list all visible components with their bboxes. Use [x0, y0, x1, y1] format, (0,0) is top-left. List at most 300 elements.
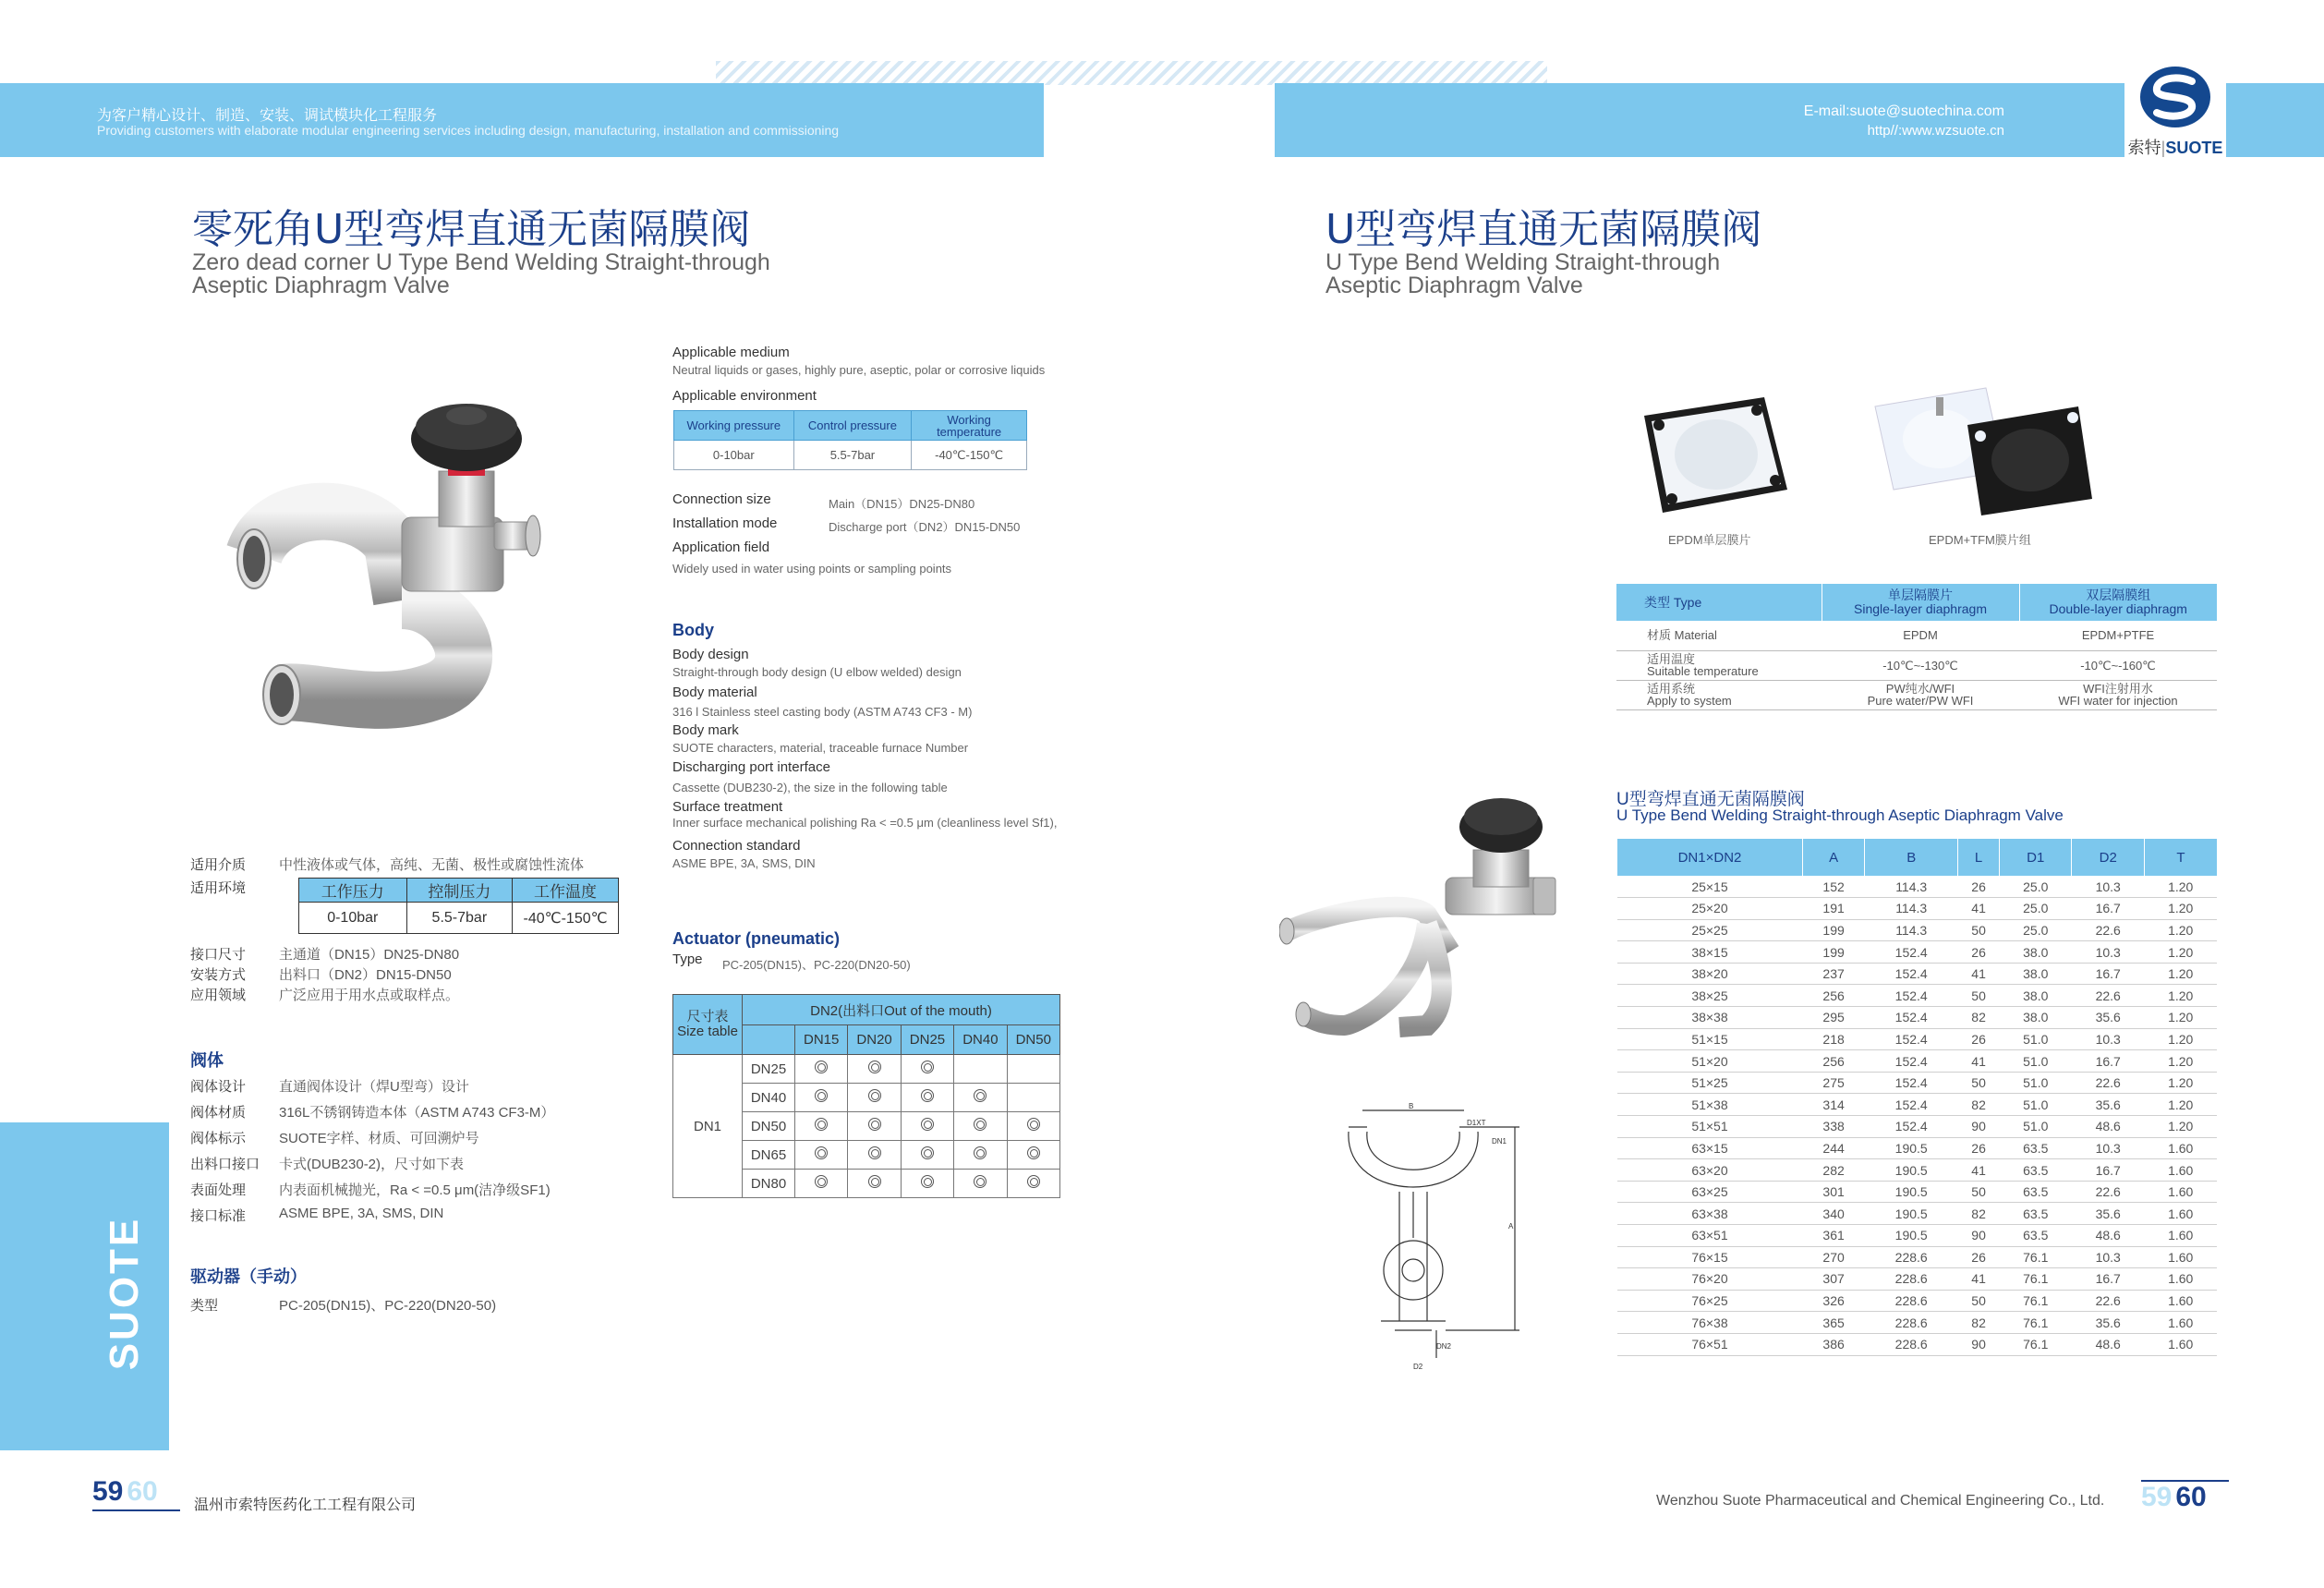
cn-env-header-1: 控制压力	[406, 879, 513, 903]
dim-cell: 38×15	[1617, 941, 1803, 964]
cn-env-value-2: -40℃-150℃	[513, 903, 619, 934]
dim-cell: 63.5	[2000, 1225, 2072, 1247]
page-number-60: 60	[127, 1476, 158, 1507]
dim-cell: 1.20	[2144, 1094, 2217, 1116]
cn-spec-label: 接口标准	[190, 1208, 247, 1224]
cn-spec-value: SUOTE字样、材质、可回溯炉号	[279, 1131, 479, 1146]
body-section-title: Body	[672, 621, 714, 639]
size-col-header: DN50	[1007, 1025, 1059, 1055]
suote-logo	[2124, 61, 2226, 161]
size-cell	[1007, 1170, 1059, 1198]
size-cell	[901, 1055, 953, 1084]
membrane-row-label	[1616, 621, 1822, 650]
dim-cell: 25×20	[1617, 898, 1803, 920]
dim-cell: 256	[1802, 1050, 1864, 1073]
dim-row	[1617, 1203, 2218, 1225]
connection-standard-label: Connection standard	[672, 838, 801, 854]
size-col-header: DN15	[795, 1025, 848, 1055]
dim-cell: 82	[1958, 1007, 2000, 1029]
membrane-cell-line: EPDM	[1903, 628, 1938, 643]
dim-cell: 51.0	[2000, 1094, 2072, 1116]
available-mark-icon	[815, 1089, 828, 1102]
membrane-header-single	[1822, 584, 2019, 621]
cn-spec-value: 广泛应用于用水点或取样点。	[279, 988, 460, 1003]
dim-row	[1617, 985, 2218, 1007]
connection-standard-value: ASME BPE, 3A, SMS, DIN	[672, 856, 816, 870]
dim-cell: 16.7	[2072, 898, 2144, 920]
dim-cell: 51×15	[1617, 1028, 1803, 1050]
dim-cell: 191	[1802, 898, 1864, 920]
header-band-right	[1275, 83, 2124, 157]
dim-cell: 307	[1802, 1268, 1864, 1291]
available-mark-icon	[868, 1118, 881, 1131]
suote-logo-text: 索特|SUOTE	[2127, 139, 2223, 157]
dim-cell: 152.4	[1865, 1072, 1958, 1094]
dim-cell: 190.5	[1865, 1181, 1958, 1203]
dim-row	[1617, 1246, 2218, 1268]
available-mark-icon	[974, 1089, 986, 1102]
dim-cell: 51×51	[1617, 1116, 1803, 1138]
dim-cell: 228.6	[1865, 1246, 1958, 1268]
size-cell	[954, 1055, 1007, 1084]
cn-actuator-type-value: PC-205(DN15)、PC-220(DN20-50)	[279, 1298, 497, 1314]
dim-cell: 114.3	[1865, 876, 1958, 898]
dim-cell: 76×15	[1617, 1246, 1803, 1268]
dim-cell: 1.20	[2144, 1050, 2217, 1073]
size-cell	[848, 1055, 901, 1084]
dim-cell: 256	[1802, 985, 1864, 1007]
actuator-type-label: Type	[672, 952, 703, 967]
membrane-header-double-cn: 双层隔膜组	[2086, 588, 2151, 602]
dim-row	[1617, 1116, 2218, 1138]
available-mark-icon	[815, 1061, 828, 1073]
dim-cell: 90	[1958, 1333, 2000, 1355]
dim-cell: 38.0	[2000, 1007, 2072, 1029]
dim-cell: 152.4	[1865, 1028, 1958, 1050]
left-title-en-1: Zero dead corner U Type Bend Welding Straight-through	[192, 249, 770, 275]
application-field-label: Application field	[672, 539, 770, 555]
dim-cell: 152	[1802, 876, 1864, 898]
dim-cell: 35.6	[2072, 1094, 2144, 1116]
dim-cell: 152.4	[1865, 963, 1958, 985]
header-band-right-end	[2226, 83, 2324, 157]
dim-cell: 41	[1958, 1268, 2000, 1291]
dim-row	[1617, 963, 2218, 985]
membrane-row	[1616, 650, 2217, 680]
right-title-en-2: Aseptic Diaphragm Valve	[1325, 273, 1583, 298]
body-mark-label: Body mark	[672, 722, 739, 738]
size-col-header: DN25	[901, 1025, 953, 1055]
dim-cell: 228.6	[1865, 1268, 1958, 1291]
dim-cell: 244	[1802, 1137, 1864, 1159]
dim-cell: 16.7	[2072, 1159, 2144, 1182]
membrane-cell	[2019, 650, 2217, 680]
env-value-working-temperature: -40℃-150℃	[912, 441, 1027, 470]
dim-cell: 51×20	[1617, 1050, 1803, 1073]
cn-spec-label: 应用领域	[190, 988, 247, 1003]
size-cell	[848, 1141, 901, 1170]
dim-row	[1617, 1007, 2218, 1029]
dim-cell: 1.20	[2144, 898, 2217, 920]
dim-cell: 22.6	[2072, 1072, 2144, 1094]
dim-cell: 38.0	[2000, 963, 2072, 985]
available-mark-icon	[1027, 1146, 1040, 1159]
env-header-control-pressure: Control pressure	[793, 411, 912, 441]
side-tab-text: SUOTE	[102, 1216, 147, 1371]
body-material-value: 316 l Stainless steel casting body (ASTM A743 CF3 - M)	[672, 705, 973, 719]
dim-cell: 152.4	[1865, 1050, 1958, 1073]
dimension-table	[1616, 839, 2217, 1356]
dim-cell: 22.6	[2072, 1290, 2144, 1312]
membrane-row-label-line: 材质 Material	[1647, 628, 1717, 643]
dim-cell: 16.7	[2072, 1268, 2144, 1291]
cn-spec-value: 出料口（DN2）DN15-DN50	[279, 967, 452, 983]
drawing-label-a: A	[1508, 1222, 1514, 1230]
membrane-cell-line: PW纯水/WFI	[1885, 682, 1955, 696]
dim-cell: 22.6	[2072, 985, 2144, 1007]
dim-cell: 1.60	[2144, 1137, 2217, 1159]
size-row-label: DN25	[743, 1055, 795, 1084]
dim-row	[1617, 1225, 2218, 1247]
dim-cell: 63×51	[1617, 1225, 1803, 1247]
cn-medium-label: 适用介质	[190, 857, 247, 873]
dim-cell: 190.5	[1865, 1225, 1958, 1247]
dim-cell: 1.60	[2144, 1181, 2217, 1203]
membrane-cell-line: -10℃~-160℃	[2080, 658, 2156, 673]
dim-cell: 228.6	[1865, 1290, 1958, 1312]
surface-treatment-value: Inner surface mechanical polishing Ra < =0.5 μm (cleanliness level Sf1),	[672, 816, 1058, 830]
dim-row	[1617, 1094, 2218, 1116]
logo-en-text: SUOTE	[2165, 139, 2223, 157]
dim-cell: 35.6	[2072, 1203, 2144, 1225]
cn-spec-label: 阀体设计	[190, 1079, 247, 1095]
dim-cell: 386	[1802, 1333, 1864, 1355]
membrane-header-type: 类型 Type	[1616, 584, 1822, 621]
size-cell	[1007, 1141, 1059, 1170]
dim-cell: 1.20	[2144, 963, 2217, 985]
membrane-cell-line: WFI注射用水	[2083, 682, 2153, 696]
size-table-corner-cn: 尺寸表	[686, 1009, 729, 1024]
dim-cell: 25.0	[2000, 876, 2072, 898]
cn-spec-label: 接口尺寸	[190, 947, 247, 963]
dim-cell: 1.60	[2144, 1333, 2217, 1355]
membrane-row-label-line: Apply to system	[1647, 694, 1732, 708]
dim-cell: 63×25	[1617, 1181, 1803, 1203]
dim-cell: 340	[1802, 1203, 1864, 1225]
cn-actuator-section-title: 驱动器（手动）	[190, 1267, 307, 1286]
cn-env-header-0: 工作压力	[299, 879, 407, 903]
dim-cell: 63.5	[2000, 1181, 2072, 1203]
membrane-caption-single: EPDM单层膜片	[1668, 533, 1751, 547]
header-website[interactable]: http//:www.wzsuote.cn	[1867, 123, 2004, 139]
available-mark-icon	[921, 1118, 934, 1131]
available-mark-icon	[921, 1089, 934, 1102]
size-row-label: DN50	[743, 1112, 795, 1141]
dim-cell: 51.0	[2000, 1028, 2072, 1050]
dim-cell: 25.0	[2000, 898, 2072, 920]
available-mark-icon	[868, 1146, 881, 1159]
applicable-medium-label: Applicable medium	[672, 345, 790, 360]
dim-header: L	[1958, 839, 2000, 876]
available-mark-icon	[868, 1061, 881, 1073]
dim-cell: 282	[1802, 1159, 1864, 1182]
dim-cell: 35.6	[2072, 1312, 2144, 1334]
dim-cell: 22.6	[2072, 919, 2144, 941]
dim-title-cn: U型弯焊直通无菌隔膜阀	[1616, 790, 1805, 809]
dim-cell: 26	[1958, 1137, 2000, 1159]
env-header-working-temperature: Working temperature	[912, 411, 1027, 441]
header-tagline-en: Providing customers with elaborate modular engineering services including design, manufacturing, installation and commissioning	[97, 123, 840, 138]
cn-spec-value: 316L不锈钢铸造本体（ASTM A743 CF3-M）	[279, 1105, 555, 1121]
size-table	[672, 994, 1060, 1198]
membrane-caption-double: EPDM+TFM膜片组	[1929, 533, 2031, 547]
dim-cell: 1.20	[2144, 1072, 2217, 1094]
right-footer-company: Wenzhou Suote Pharmaceutical and Chemical Engineering Co., Ltd.	[1656, 1493, 2105, 1509]
size-cell	[1007, 1084, 1059, 1112]
dim-cell: 41	[1958, 963, 2000, 985]
dim-header: T	[2144, 839, 2217, 876]
available-mark-icon	[815, 1118, 828, 1131]
available-mark-icon	[1027, 1118, 1040, 1131]
left-footer-rule	[92, 1509, 180, 1511]
side-tab-label	[97, 1201, 152, 1386]
dim-cell: 25×15	[1617, 876, 1803, 898]
body-design-value: Straight-through body design (U elbow welded) design	[672, 665, 962, 679]
available-mark-icon	[921, 1061, 934, 1073]
cn-actuator-type-label: 类型	[190, 1298, 219, 1314]
dim-cell: 63×15	[1617, 1137, 1803, 1159]
body-design-label: Body design	[672, 647, 749, 662]
dim-cell: 218	[1802, 1028, 1864, 1050]
size-cell	[954, 1170, 1007, 1198]
drawing-label-dn1: DN1	[1492, 1137, 1507, 1146]
dim-row	[1617, 1290, 2218, 1312]
cn-spec-value: ASME BPE, 3A, SMS, DIN	[279, 1206, 444, 1221]
dim-cell: 22.6	[2072, 1181, 2144, 1203]
left-title-cn: 零死角U型弯焊直通无菌隔膜阀	[192, 206, 751, 253]
dim-row	[1617, 941, 2218, 964]
available-mark-icon	[1027, 1175, 1040, 1188]
membrane-row-label-line: 适用温度	[1647, 652, 1696, 666]
dim-cell: 90	[1958, 1225, 2000, 1247]
size-table-row	[673, 1055, 1060, 1084]
dim-cell: 41	[1958, 898, 2000, 920]
dim-cell: 228.6	[1865, 1312, 1958, 1334]
size-cell	[795, 1084, 848, 1112]
membrane-cell	[2019, 621, 2217, 650]
dim-cell: 114.3	[1865, 898, 1958, 920]
dim-cell: 314	[1802, 1094, 1864, 1116]
membrane-row-label	[1616, 680, 1822, 709]
dim-cell: 50	[1958, 1290, 2000, 1312]
dim-cell: 41	[1958, 1050, 2000, 1073]
dim-cell: 90	[1958, 1116, 2000, 1138]
dim-cell: 190.5	[1865, 1159, 1958, 1182]
dim-row	[1617, 876, 2218, 898]
dim-cell: 48.6	[2072, 1116, 2144, 1138]
membrane-cell	[2019, 680, 2217, 709]
dim-cell: 38.0	[2000, 985, 2072, 1007]
dim-cell: 38.0	[2000, 941, 2072, 964]
dim-cell: 76×20	[1617, 1268, 1803, 1291]
dim-cell: 1.60	[2144, 1203, 2217, 1225]
surface-treatment-label: Surface treatment	[672, 799, 783, 815]
header-email[interactable]: E-mail:suote@suotechina.com	[1803, 103, 2004, 119]
size-cell	[954, 1141, 1007, 1170]
size-cell	[795, 1141, 848, 1170]
available-mark-icon	[815, 1146, 828, 1159]
size-cell	[1007, 1055, 1059, 1084]
drawing-label-txt: D1XT	[1467, 1119, 1486, 1127]
dim-cell: 10.3	[2072, 876, 2144, 898]
dim-cell: 63.5	[2000, 1137, 2072, 1159]
epdm-single-diaphragm-image	[1626, 388, 1792, 517]
dim-cell: 275	[1802, 1072, 1864, 1094]
dim-cell: 295	[1802, 1007, 1864, 1029]
dim-cell: 152.4	[1865, 941, 1958, 964]
technical-drawing	[1344, 1099, 1538, 1395]
dim-cell: 76.1	[2000, 1290, 2072, 1312]
dim-cell: 26	[1958, 1246, 2000, 1268]
size-cell	[954, 1084, 1007, 1112]
left-footer-company: 温州市索特医药化工工程有限公司	[194, 1497, 417, 1513]
connection-size-value: Main（DN15）DN25-DN80	[829, 497, 975, 511]
dim-cell: 199	[1802, 919, 1864, 941]
dim-cell: 82	[1958, 1094, 2000, 1116]
size-row-label: DN65	[743, 1141, 795, 1170]
dim-cell: 38×25	[1617, 985, 1803, 1007]
cn-env-value-1: 5.5-7bar	[406, 903, 513, 934]
cn-spec-rows2	[190, 1076, 554, 1231]
available-mark-icon	[815, 1175, 828, 1188]
membrane-cell-line: Pure water/PW WFI	[1867, 694, 1974, 708]
dim-cell: 63.5	[2000, 1159, 2072, 1182]
size-cell	[848, 1170, 901, 1198]
membrane-header-double-en: Double-layer diaphragm	[2049, 601, 2187, 616]
cn-spec-value: 主通道（DN15）DN25-DN80	[279, 947, 460, 963]
available-mark-icon	[974, 1175, 986, 1188]
size-col-header: DN20	[848, 1025, 901, 1055]
dim-cell: 76.1	[2000, 1246, 2072, 1268]
logo-cn-text: 索特	[2127, 139, 2161, 157]
size-cell	[901, 1084, 953, 1112]
drawing-label-d2: D2	[1413, 1363, 1423, 1371]
dim-row	[1617, 1028, 2218, 1050]
cn-spec-label: 阀体材质	[190, 1105, 247, 1121]
dim-cell: 25.0	[2000, 919, 2072, 941]
size-cell	[795, 1112, 848, 1141]
size-cell	[954, 1112, 1007, 1141]
right-title-cn: U型弯焊直通无菌隔膜阀	[1325, 206, 1762, 253]
dim-row	[1617, 1159, 2218, 1182]
dim-cell: 63×20	[1617, 1159, 1803, 1182]
dim-cell: 152.4	[1865, 1007, 1958, 1029]
env-header-working-pressure: Working pressure	[674, 411, 794, 441]
dim-cell: 10.3	[2072, 1028, 2144, 1050]
size-row-label-header	[743, 1025, 795, 1055]
dim-cell: 1.20	[2144, 919, 2217, 941]
size-row-group-label: DN1	[673, 1055, 743, 1198]
header-tagline-cn: 为客户精心设计、制造、安装、调试模块化工程服务	[97, 108, 438, 124]
dim-cell: 10.3	[2072, 941, 2144, 964]
dim-cell: 1.60	[2144, 1268, 2217, 1291]
size-cell	[848, 1084, 901, 1112]
connection-size-label: Connection size	[672, 491, 771, 507]
cn-spec-value: 直通阀体设计（焊U型弯）设计	[279, 1079, 469, 1095]
dim-cell: 152.4	[1865, 1116, 1958, 1138]
actuator-type-value: PC-205(DN15)、PC-220(DN20-50)	[722, 958, 911, 972]
dim-cell: 38×20	[1617, 963, 1803, 985]
dim-cell: 10.3	[2072, 1137, 2144, 1159]
membrane-row	[1616, 621, 2217, 650]
left-title-en-2: Aseptic Diaphragm Valve	[192, 273, 450, 298]
cn-spec-label: 安装方式	[190, 967, 247, 983]
dim-cell: 338	[1802, 1116, 1864, 1138]
dim-cell: 82	[1958, 1203, 2000, 1225]
cn-spec-rows1	[190, 944, 459, 1005]
dim-cell: 1.20	[2144, 876, 2217, 898]
dim-row	[1617, 1137, 2218, 1159]
membrane-cell-line: EPDM+PTFE	[2081, 628, 2155, 643]
dim-cell: 50	[1958, 919, 2000, 941]
page-number-59: 59	[2141, 1482, 2173, 1512]
cn-spec-value: 内表面机械抛光，Ra < =0.5 μm(洁净级SF1)	[279, 1182, 551, 1198]
dim-cell: 1.20	[2144, 1007, 2217, 1029]
application-field-value: Widely used in water using points or sampling points	[672, 562, 952, 576]
available-mark-icon	[974, 1146, 986, 1159]
dim-cell: 1.60	[2144, 1225, 2217, 1247]
dim-cell: 152.4	[1865, 1094, 1958, 1116]
env-table-en	[673, 410, 1027, 470]
size-cell	[795, 1055, 848, 1084]
membrane-cell-line: -10℃~-130℃	[1882, 658, 1958, 673]
dim-cell: 365	[1802, 1312, 1864, 1334]
size-row-label: DN80	[743, 1170, 795, 1198]
dim-cell: 76×38	[1617, 1312, 1803, 1334]
body-mark-value: SUOTE characters, material, traceable furnace Number	[672, 741, 969, 755]
dim-cell: 114.3	[1865, 919, 1958, 941]
available-mark-icon	[921, 1146, 934, 1159]
size-cell	[848, 1112, 901, 1141]
size-cell	[901, 1112, 953, 1141]
page-number-59: 59	[92, 1476, 124, 1507]
drawing-label-dn2: DN2	[1436, 1342, 1452, 1351]
size-row-label: DN40	[743, 1084, 795, 1112]
dim-cell: 50	[1958, 985, 2000, 1007]
dim-cell: 35.6	[2072, 1007, 2144, 1029]
drawing-label-b: B	[1409, 1102, 1414, 1110]
cn-actuator-type-row	[190, 1295, 496, 1315]
dim-cell: 1.20	[2144, 1116, 2217, 1138]
cn-spec-value: 卡式(DUB230-2)，尺寸如下表	[279, 1157, 465, 1172]
dim-row	[1617, 1268, 2218, 1291]
cn-env-value-0: 0-10bar	[299, 903, 407, 934]
dim-row	[1617, 919, 2218, 941]
dim-header: D1	[2000, 839, 2072, 876]
dim-row	[1617, 1050, 2218, 1073]
size-cell	[795, 1170, 848, 1198]
actuator-section-title: Actuator (pneumatic)	[672, 929, 841, 948]
cn-env-table	[298, 878, 619, 934]
membrane-row	[1616, 680, 2217, 709]
applicable-medium-value: Neutral liquids or gases, highly pure, aseptic, polar or corrosive liquids	[672, 363, 1046, 377]
right-page-numbers	[2141, 1482, 2207, 1513]
dim-header: A	[1802, 839, 1864, 876]
dim-cell: 199	[1802, 941, 1864, 964]
dim-row	[1617, 1333, 2218, 1355]
size-col-header: DN40	[954, 1025, 1007, 1055]
available-mark-icon	[868, 1089, 881, 1102]
